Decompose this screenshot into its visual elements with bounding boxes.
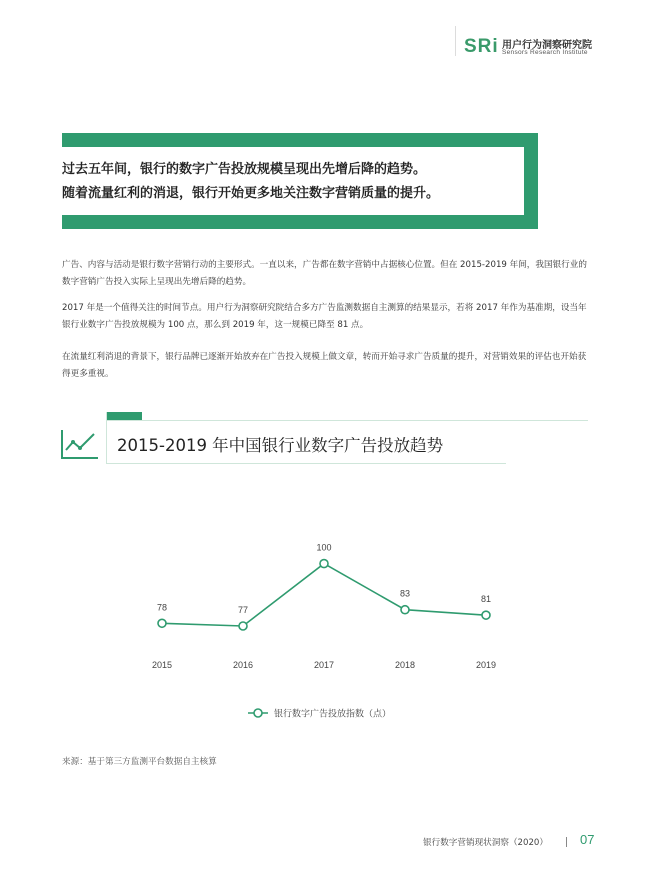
callout-line-2: 随着流量红利的消退，银行开始更多地关注数字营销质量的提升。 bbox=[62, 186, 440, 201]
data-label: 100 bbox=[316, 542, 332, 553]
legend-label: 银行数字广告投放指数（点） bbox=[274, 709, 392, 720]
x-tick-label: 2018 bbox=[394, 660, 416, 670]
paragraph-1: 广告、内容与活动是银行数字营销行动的主要形式。一直以来，广告都在数字营销中占据核心位置。但在 2015-2019 年间，我国银行业的数字营销广告投入实际上呈现出先增后降的趋势。 bbox=[62, 260, 587, 287]
org-name-cn: 用户行为洞察研究院 bbox=[502, 40, 592, 51]
data-label: 81 bbox=[480, 594, 492, 605]
paragraph-3: 在流量红利消退的背景下，银行品牌已逐渐开始放弃在广告投入规模上做文章，转而开始寻求广告质量的提升，对营销效果的评估也开始获得更多重视。 bbox=[62, 352, 587, 379]
series-points-layer bbox=[158, 560, 490, 630]
paragraph-2: 2017 年是一个值得关注的时间节点。用户行为洞察研究院结合多方广告监测数据自主测算的结果显示，若将 2017 年作为基准期，设当年银行业数字广告投放规模为 100 点，那么到 2019 年，这一规模已降至 81 点。 bbox=[62, 303, 587, 330]
line-chart-icon bbox=[58, 426, 102, 462]
data-label: 83 bbox=[399, 588, 411, 599]
line-chart bbox=[0, 480, 650, 740]
series-line-layer bbox=[162, 564, 486, 626]
data-labels-layer bbox=[157, 543, 491, 615]
footer-separator bbox=[566, 837, 567, 847]
page-number: 07 bbox=[580, 832, 595, 847]
x-tick-label: 2019 bbox=[475, 660, 497, 670]
legend bbox=[248, 708, 391, 720]
x-tick-label: 2017 bbox=[313, 660, 335, 670]
footer-title: 银行数字营销现状洞察（2020） bbox=[423, 838, 548, 848]
x-tick-labels-layer bbox=[152, 660, 496, 670]
header-divider bbox=[455, 26, 456, 56]
data-point bbox=[482, 611, 490, 619]
logo-mark: SRi bbox=[464, 36, 499, 57]
x-tick-label: 2015 bbox=[151, 660, 173, 670]
section-left-line bbox=[106, 412, 107, 464]
data-point bbox=[401, 606, 409, 614]
section-bottom-line bbox=[106, 463, 506, 464]
data-label: 77 bbox=[237, 605, 249, 615]
callout-line-1: 过去五年间，银行的数字广告投放规模呈现出先增后降的趋势。 bbox=[62, 162, 427, 177]
data-point bbox=[239, 622, 247, 630]
x-tick-label: 2016 bbox=[232, 660, 254, 670]
org-name-en: Sensors Research Institute bbox=[502, 49, 588, 56]
section-top-line bbox=[106, 420, 588, 421]
data-label: 78 bbox=[156, 602, 168, 613]
legend-marker bbox=[254, 709, 262, 717]
source-note: 来源：基于第三方监测平台数据自主核算 bbox=[62, 757, 217, 767]
data-point bbox=[320, 560, 328, 568]
series-line bbox=[162, 564, 486, 626]
callout-text bbox=[62, 158, 502, 206]
section-title: 2015-2019 年中国银行业数字广告投放趋势 bbox=[117, 436, 444, 455]
data-point bbox=[158, 619, 166, 627]
